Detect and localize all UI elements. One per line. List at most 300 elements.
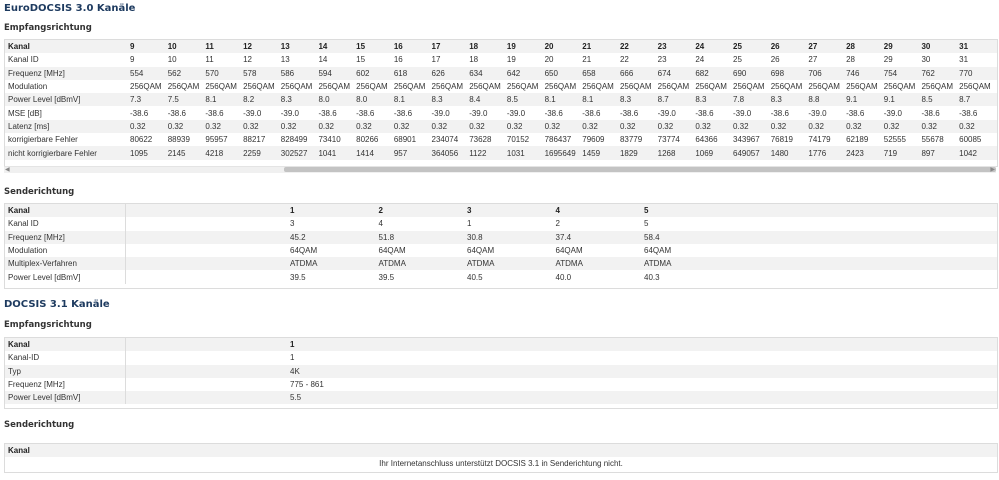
table-cell: ATDMA bbox=[464, 257, 553, 270]
table-cell: 52555 bbox=[881, 133, 919, 146]
row-label: Kanal ID bbox=[5, 53, 127, 66]
spacer-cell bbox=[125, 270, 287, 283]
table-cell: 1031 bbox=[504, 146, 542, 159]
table-cell: 302527 bbox=[278, 146, 316, 159]
table-cell: 256QAM bbox=[240, 80, 278, 93]
table-cell: 30 bbox=[918, 53, 956, 66]
table-cell: 649057 bbox=[730, 146, 768, 159]
table-cell: 55678 bbox=[918, 133, 956, 146]
table-cell: 28 bbox=[843, 40, 881, 53]
spacer-cell bbox=[125, 257, 287, 270]
table-cell: 70152 bbox=[504, 133, 542, 146]
spacer-cell bbox=[125, 244, 287, 257]
row-label: Power Level [dBmV] bbox=[5, 93, 127, 106]
table-cell: 775 - 861 bbox=[287, 378, 376, 391]
table-row bbox=[5, 391, 997, 404]
table-cell: 586 bbox=[278, 67, 316, 80]
filler-cell bbox=[730, 217, 998, 230]
table-cell: 40.3 bbox=[641, 270, 730, 283]
table-cell: -38.6 bbox=[353, 106, 391, 119]
table-cell: 17 bbox=[429, 53, 467, 66]
table-cell: -38.6 bbox=[202, 106, 240, 119]
table-cell: 28 bbox=[843, 53, 881, 66]
filler-cell bbox=[994, 133, 997, 146]
table-cell: 1 bbox=[287, 338, 376, 351]
spacer-cell bbox=[125, 391, 287, 404]
row-label: Latenz [ms] bbox=[5, 120, 127, 133]
table-cell: 1829 bbox=[617, 146, 655, 159]
table-cell: 60085 bbox=[956, 133, 994, 146]
euro-upstream-table-container bbox=[4, 203, 998, 289]
table-cell: 8.2 bbox=[240, 93, 278, 106]
table-cell: 256QAM bbox=[429, 80, 467, 93]
table-cell: -39.0 bbox=[805, 106, 843, 119]
row-label: Power Level [dBmV] bbox=[5, 270, 125, 283]
table-cell: 18 bbox=[466, 53, 504, 66]
table-cell: 0.32 bbox=[240, 120, 278, 133]
table-cell: 7.8 bbox=[730, 93, 768, 106]
table-cell: 58.4 bbox=[641, 231, 730, 244]
row-label: Frequenz [MHz] bbox=[5, 378, 125, 391]
table-cell: 828499 bbox=[278, 133, 316, 146]
table-cell: 22 bbox=[617, 53, 655, 66]
table-cell: 690 bbox=[730, 67, 768, 80]
table-cell: 0.32 bbox=[805, 120, 843, 133]
table-cell: 256QAM bbox=[881, 80, 919, 93]
table-cell: 3 bbox=[464, 204, 553, 217]
docsis31-downstream-title: Empfangsrichtung bbox=[4, 320, 92, 330]
table-cell: 8.3 bbox=[278, 93, 316, 106]
table-row bbox=[5, 133, 997, 146]
row-label: nicht korrigierbare Fehler bbox=[5, 146, 127, 159]
table-cell: 95957 bbox=[202, 133, 240, 146]
table-cell: 80622 bbox=[127, 133, 165, 146]
table-cell: 10 bbox=[165, 40, 203, 53]
table-cell: -38.6 bbox=[918, 106, 956, 119]
row-label: Multiplex-Verfahren bbox=[5, 257, 125, 270]
table-cell: 39.5 bbox=[376, 270, 465, 283]
table-cell: 256QAM bbox=[768, 80, 806, 93]
table-cell: 754 bbox=[881, 67, 919, 80]
spacer-cell bbox=[125, 217, 287, 230]
table-cell: 29 bbox=[881, 53, 919, 66]
table-cell: 5 bbox=[641, 217, 730, 230]
table-cell: 21 bbox=[579, 40, 617, 53]
table-cell: 10 bbox=[165, 53, 203, 66]
docsis31-upstream-table-container bbox=[4, 443, 998, 473]
table-cell: 770 bbox=[956, 67, 994, 80]
filler-cell bbox=[376, 391, 998, 404]
table-cell: -39.0 bbox=[881, 106, 919, 119]
table-cell: 26 bbox=[768, 53, 806, 66]
filler-cell bbox=[994, 146, 997, 159]
table-cell: 8.3 bbox=[429, 93, 467, 106]
table-cell: 1268 bbox=[655, 146, 693, 159]
table-cell: 1695649 bbox=[542, 146, 580, 159]
table-cell: 1041 bbox=[315, 146, 353, 159]
scroll-right-icon[interactable]: ▶ bbox=[990, 167, 995, 173]
table-cell: 83779 bbox=[617, 133, 655, 146]
table-cell: 0.32 bbox=[918, 120, 956, 133]
table-cell: 957 bbox=[391, 146, 429, 159]
table-cell: 2145 bbox=[165, 146, 203, 159]
table-cell: -38.6 bbox=[391, 106, 429, 119]
table-cell: 13 bbox=[278, 40, 316, 53]
table-cell: ATDMA bbox=[641, 257, 730, 270]
table-cell: 15 bbox=[353, 53, 391, 66]
table-cell: 786437 bbox=[542, 133, 580, 146]
table-cell: 234074 bbox=[429, 133, 467, 146]
table-cell: ATDMA bbox=[287, 257, 376, 270]
row-label: Typ bbox=[5, 365, 125, 378]
table-cell: 9.1 bbox=[881, 93, 919, 106]
spacer-cell bbox=[125, 231, 287, 244]
table-cell: 0.32 bbox=[429, 120, 467, 133]
table-row bbox=[5, 204, 997, 217]
table-cell: 256QAM bbox=[579, 80, 617, 93]
table-cell: ATDMA bbox=[553, 257, 642, 270]
table-cell: 2 bbox=[376, 204, 465, 217]
table-cell: 0.32 bbox=[768, 120, 806, 133]
table-cell: 4218 bbox=[202, 146, 240, 159]
table-cell: 0.32 bbox=[579, 120, 617, 133]
table-cell: 11 bbox=[202, 53, 240, 66]
table-cell: 1095 bbox=[127, 146, 165, 159]
table-cell: 26 bbox=[768, 40, 806, 53]
table-cell: 14 bbox=[315, 53, 353, 66]
table-cell: 256QAM bbox=[504, 80, 542, 93]
table-cell: 0.32 bbox=[542, 120, 580, 133]
table-row bbox=[5, 40, 997, 53]
table-cell: 13 bbox=[278, 53, 316, 66]
row-label: Kanal bbox=[5, 204, 125, 217]
table-cell: 29 bbox=[881, 40, 919, 53]
table-cell: 1122 bbox=[466, 146, 504, 159]
table-cell: 1069 bbox=[692, 146, 730, 159]
table-cell: 4 bbox=[376, 217, 465, 230]
row-label: korrigierbare Fehler bbox=[5, 133, 127, 146]
table-cell: -38.6 bbox=[165, 106, 203, 119]
filler-cell bbox=[994, 120, 997, 133]
table-cell: 0.32 bbox=[466, 120, 504, 133]
table-cell: 1776 bbox=[805, 146, 843, 159]
no-upstream-message: Ihr Internetanschluss unterstützt DOCSIS 3.1 in Senderichtung nicht. bbox=[5, 457, 997, 470]
filler-cell bbox=[994, 106, 997, 119]
table-cell: 12 bbox=[240, 40, 278, 53]
table-cell: 634 bbox=[466, 67, 504, 80]
table-cell: 30 bbox=[918, 40, 956, 53]
filler-cell bbox=[994, 53, 997, 66]
table-cell: 256QAM bbox=[315, 80, 353, 93]
table-cell: 0.32 bbox=[165, 120, 203, 133]
filler-cell bbox=[730, 204, 998, 217]
docsis31-downstream-table bbox=[5, 338, 997, 404]
table-cell: 256QAM bbox=[805, 80, 843, 93]
table-cell: 256QAM bbox=[165, 80, 203, 93]
table-cell: -38.6 bbox=[579, 106, 617, 119]
table-cell: 1 bbox=[464, 217, 553, 230]
table-cell: 256QAM bbox=[202, 80, 240, 93]
table-cell: 88939 bbox=[165, 133, 203, 146]
table-row bbox=[5, 146, 997, 159]
table-cell: 24 bbox=[692, 53, 730, 66]
table-cell: 25 bbox=[730, 53, 768, 66]
table-cell: 4K bbox=[287, 365, 376, 378]
table-cell: 256QAM bbox=[466, 80, 504, 93]
table-cell: 706 bbox=[805, 67, 843, 80]
table-cell: 0.32 bbox=[692, 120, 730, 133]
table-cell: -39.0 bbox=[504, 106, 542, 119]
table-cell: 658 bbox=[579, 67, 617, 80]
table-cell: 1480 bbox=[768, 146, 806, 159]
table-row bbox=[5, 67, 997, 80]
table-cell: 18 bbox=[466, 40, 504, 53]
table-cell: 1459 bbox=[579, 146, 617, 159]
table-cell: 554 bbox=[127, 67, 165, 80]
table-cell: 0.32 bbox=[315, 120, 353, 133]
table-cell: 16 bbox=[391, 53, 429, 66]
table-cell: 8.4 bbox=[466, 93, 504, 106]
table-cell: 256QAM bbox=[617, 80, 655, 93]
row-label: Kanal ID bbox=[5, 217, 125, 230]
table-row bbox=[5, 444, 997, 457]
table-cell: -38.6 bbox=[768, 106, 806, 119]
table-cell: 8.3 bbox=[617, 93, 655, 106]
table-cell: 64366 bbox=[692, 133, 730, 146]
table-cell: -38.6 bbox=[956, 106, 994, 119]
table-row bbox=[5, 231, 997, 244]
table-cell: 64QAM bbox=[641, 244, 730, 257]
table-cell: 343967 bbox=[730, 133, 768, 146]
row-label: Kanal bbox=[5, 40, 127, 53]
docsis31-upstream-title: Senderichtung bbox=[4, 420, 75, 430]
table-cell: 19 bbox=[504, 40, 542, 53]
euro-downstream-title: Empfangsrichtung bbox=[4, 23, 92, 33]
table-cell: 40.0 bbox=[553, 270, 642, 283]
table-cell: 16 bbox=[391, 40, 429, 53]
table-cell: 256QAM bbox=[918, 80, 956, 93]
table-cell: 0.32 bbox=[655, 120, 693, 133]
table-cell: 578 bbox=[240, 67, 278, 80]
table-cell: 666 bbox=[617, 67, 655, 80]
table-cell: 74179 bbox=[805, 133, 843, 146]
table-cell: 1414 bbox=[353, 146, 391, 159]
table-cell: -39.0 bbox=[429, 106, 467, 119]
filler-cell bbox=[376, 351, 998, 364]
table-cell: 9.1 bbox=[843, 93, 881, 106]
table-cell: 2423 bbox=[843, 146, 881, 159]
table-cell: -39.0 bbox=[730, 106, 768, 119]
table-cell: 256QAM bbox=[956, 80, 994, 93]
table-cell: -39.0 bbox=[278, 106, 316, 119]
scroll-left-icon[interactable]: ◀ bbox=[5, 167, 10, 173]
table-cell: 11 bbox=[202, 40, 240, 53]
table-row bbox=[5, 378, 997, 391]
horizontal-scrollbar[interactable] bbox=[4, 166, 996, 173]
table-cell: 8.7 bbox=[655, 93, 693, 106]
row-label: Modulation bbox=[5, 244, 125, 257]
table-cell: -39.0 bbox=[240, 106, 278, 119]
table-cell: 8.3 bbox=[692, 93, 730, 106]
table-cell: 364056 bbox=[429, 146, 467, 159]
table-cell: 0.32 bbox=[353, 120, 391, 133]
table-cell: 9 bbox=[127, 53, 165, 66]
table-row bbox=[5, 457, 997, 470]
table-cell: 762 bbox=[918, 67, 956, 80]
table-cell: 746 bbox=[843, 67, 881, 80]
table-cell: 256QAM bbox=[278, 80, 316, 93]
table-cell: 1 bbox=[287, 351, 376, 364]
table-cell: 62189 bbox=[843, 133, 881, 146]
docsis31-downstream-table-container bbox=[4, 337, 998, 409]
table-row bbox=[5, 244, 997, 257]
table-cell: 562 bbox=[165, 67, 203, 80]
table-cell: 8.5 bbox=[918, 93, 956, 106]
table-cell: 14 bbox=[315, 40, 353, 53]
table-cell: 24 bbox=[692, 40, 730, 53]
filler-cell bbox=[376, 378, 998, 391]
table-cell: 8.0 bbox=[315, 93, 353, 106]
table-cell: 23 bbox=[655, 53, 693, 66]
spacer-cell bbox=[125, 204, 287, 217]
table-cell: 31 bbox=[956, 53, 994, 66]
table-cell: 15 bbox=[353, 40, 391, 53]
table-cell: 570 bbox=[202, 67, 240, 80]
table-cell: -38.6 bbox=[843, 106, 881, 119]
table-cell: 0.32 bbox=[956, 120, 994, 133]
table-row bbox=[5, 93, 997, 106]
row-label: Kanal-ID bbox=[5, 351, 125, 364]
filler-cell bbox=[994, 93, 997, 106]
table-cell: 73628 bbox=[466, 133, 504, 146]
table-cell: 19 bbox=[504, 53, 542, 66]
table-cell: 0.32 bbox=[278, 120, 316, 133]
table-cell: 256QAM bbox=[730, 80, 768, 93]
table-cell: 2259 bbox=[240, 146, 278, 159]
table-cell: 20 bbox=[542, 53, 580, 66]
table-cell: 17 bbox=[429, 40, 467, 53]
table-row bbox=[5, 270, 997, 283]
table-cell: 897 bbox=[918, 146, 956, 159]
table-cell: 594 bbox=[315, 67, 353, 80]
table-cell: -39.0 bbox=[655, 106, 693, 119]
table-cell: 256QAM bbox=[692, 80, 730, 93]
table-cell: 642 bbox=[504, 67, 542, 80]
table-cell: 719 bbox=[881, 146, 919, 159]
filler-cell bbox=[730, 257, 998, 270]
table-cell: 12 bbox=[240, 53, 278, 66]
table-cell: 21 bbox=[579, 53, 617, 66]
table-cell: 256QAM bbox=[843, 80, 881, 93]
table-header-cell: Kanal bbox=[5, 444, 997, 457]
row-label: Frequenz [MHz] bbox=[5, 231, 125, 244]
table-cell: 51.8 bbox=[376, 231, 465, 244]
table-cell: 8.0 bbox=[353, 93, 391, 106]
table-cell: 73410 bbox=[315, 133, 353, 146]
table-cell: -38.6 bbox=[542, 106, 580, 119]
filler-cell bbox=[994, 67, 997, 80]
table-row bbox=[5, 53, 997, 66]
table-cell: 5.5 bbox=[287, 391, 376, 404]
table-cell: 73774 bbox=[655, 133, 693, 146]
table-cell: 23 bbox=[655, 40, 693, 53]
table-cell: 0.32 bbox=[881, 120, 919, 133]
table-cell: 31 bbox=[956, 40, 994, 53]
table-cell: 20 bbox=[542, 40, 580, 53]
filler-cell bbox=[730, 270, 998, 283]
table-cell: 25 bbox=[730, 40, 768, 53]
table-cell: 7.5 bbox=[165, 93, 203, 106]
table-cell: 8.1 bbox=[202, 93, 240, 106]
table-cell: 3 bbox=[287, 217, 376, 230]
scrollbar-thumb[interactable] bbox=[284, 167, 996, 172]
table-cell: 64QAM bbox=[464, 244, 553, 257]
table-cell: 45.2 bbox=[287, 231, 376, 244]
table-cell: 79609 bbox=[579, 133, 617, 146]
row-label: Frequenz [MHz] bbox=[5, 67, 127, 80]
table-cell: 256QAM bbox=[542, 80, 580, 93]
table-cell: 0.32 bbox=[127, 120, 165, 133]
filler-cell bbox=[376, 365, 998, 378]
row-label: Modulation bbox=[5, 80, 127, 93]
table-cell: 0.32 bbox=[202, 120, 240, 133]
table-cell: 256QAM bbox=[391, 80, 429, 93]
table-cell: 682 bbox=[692, 67, 730, 80]
table-cell: 0.32 bbox=[730, 120, 768, 133]
table-cell: 68901 bbox=[391, 133, 429, 146]
table-cell: 1 bbox=[287, 204, 376, 217]
table-cell: 5 bbox=[641, 204, 730, 217]
table-row bbox=[5, 80, 997, 93]
filler-cell bbox=[730, 244, 998, 257]
table-cell: 626 bbox=[429, 67, 467, 80]
table-cell: -39.0 bbox=[466, 106, 504, 119]
table-cell: 618 bbox=[391, 67, 429, 80]
table-cell: 8.1 bbox=[391, 93, 429, 106]
docsis31-upstream-table bbox=[5, 444, 997, 471]
euro-downstream-table bbox=[5, 40, 997, 160]
table-cell: 650 bbox=[542, 67, 580, 80]
table-cell: 674 bbox=[655, 67, 693, 80]
table-cell: 80266 bbox=[353, 133, 391, 146]
spacer-cell bbox=[125, 365, 287, 378]
table-cell: 30.8 bbox=[464, 231, 553, 244]
euro-downstream-table-container[interactable] bbox=[4, 39, 998, 167]
table-cell: 602 bbox=[353, 67, 391, 80]
table-row bbox=[5, 106, 997, 119]
table-cell: 2 bbox=[553, 217, 642, 230]
table-cell: 64QAM bbox=[287, 244, 376, 257]
table-cell: 8.3 bbox=[768, 93, 806, 106]
table-cell: 8.5 bbox=[504, 93, 542, 106]
table-cell: 37.4 bbox=[553, 231, 642, 244]
table-row bbox=[5, 120, 997, 133]
filler-cell bbox=[994, 40, 997, 53]
table-cell: 8.8 bbox=[805, 93, 843, 106]
table-cell: 88217 bbox=[240, 133, 278, 146]
spacer-cell bbox=[125, 351, 287, 364]
euro-section-title: EuroDOCSIS 3.0 Kanäle bbox=[4, 3, 136, 14]
euro-upstream-title: Senderichtung bbox=[4, 187, 75, 197]
table-cell: ATDMA bbox=[376, 257, 465, 270]
table-cell: 8.1 bbox=[542, 93, 580, 106]
filler-cell bbox=[376, 338, 998, 351]
table-cell: 0.32 bbox=[843, 120, 881, 133]
table-cell: 256QAM bbox=[353, 80, 391, 93]
table-cell: 27 bbox=[805, 53, 843, 66]
table-row bbox=[5, 338, 997, 351]
table-cell: 0.32 bbox=[504, 120, 542, 133]
